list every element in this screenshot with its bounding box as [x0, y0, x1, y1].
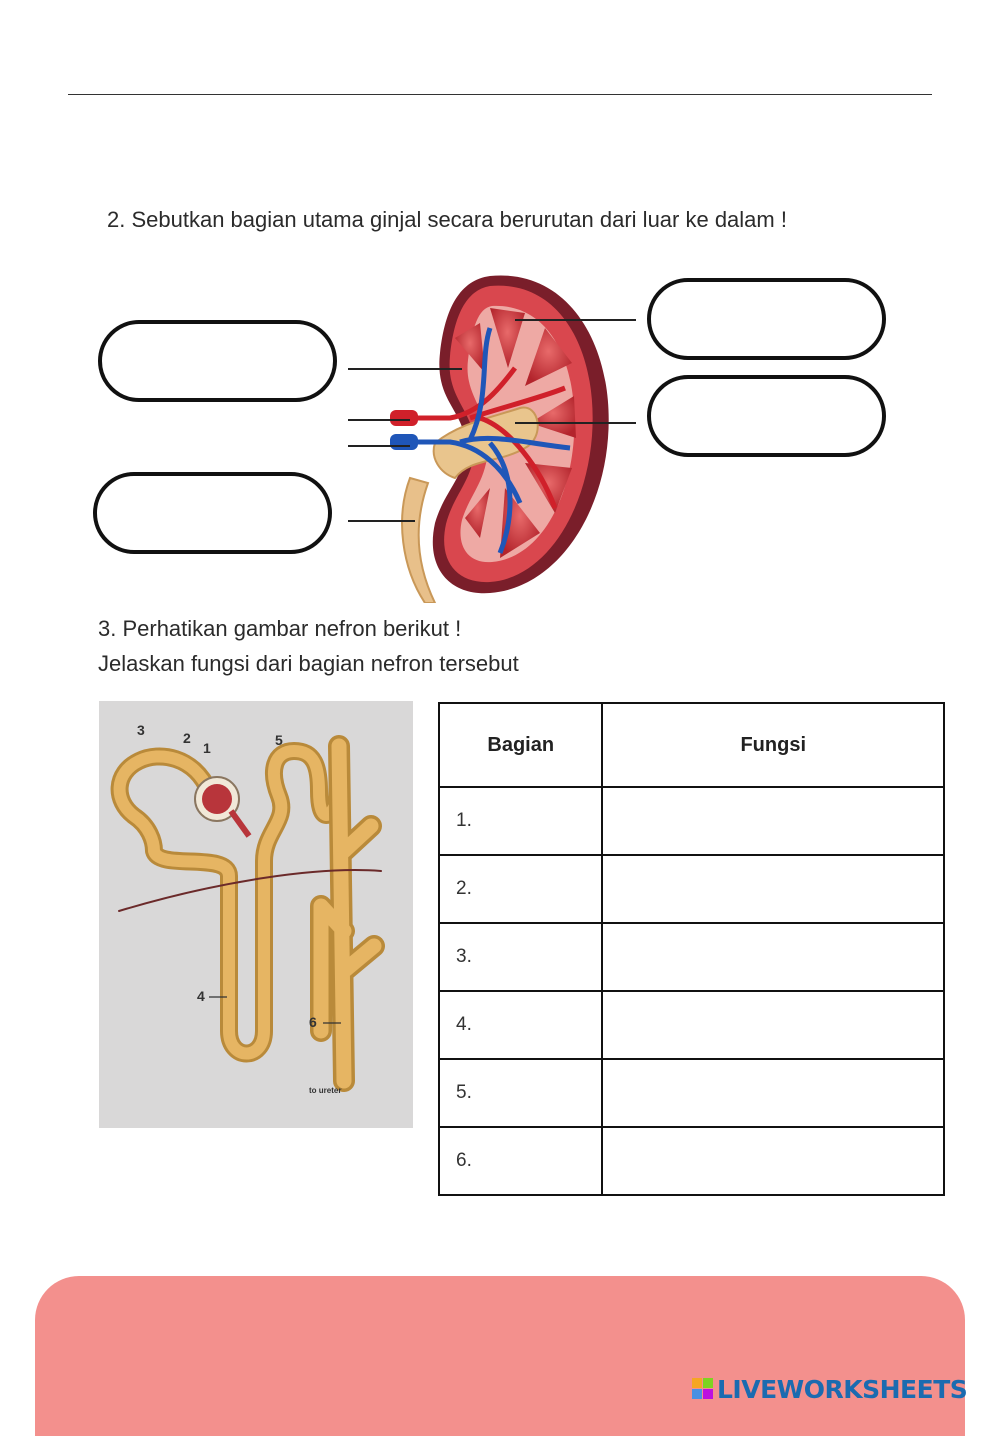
- row-number: 3.: [439, 923, 602, 991]
- function-cell[interactable]: [602, 991, 944, 1059]
- table-header-row: [439, 703, 944, 787]
- kidney-illustration: [340, 268, 640, 603]
- kidney-answer-input-right-bottom[interactable]: [651, 379, 886, 455]
- table-row: [439, 855, 944, 923]
- function-cell[interactable]: [602, 787, 944, 855]
- brand-name: LIVEWORKSHEETS: [717, 1374, 968, 1404]
- table-row: [439, 787, 944, 855]
- liveworksheets-brand: [692, 1376, 967, 1402]
- function-input-5[interactable]: [603, 1060, 943, 1126]
- function-input-6[interactable]: [603, 1128, 943, 1194]
- function-cell[interactable]: [602, 923, 944, 991]
- liveworksheets-logo-icon: [692, 1378, 714, 1400]
- nephron-label-3: 3: [137, 722, 145, 738]
- table-row: [439, 991, 944, 1059]
- nephron-label-6: 6: [309, 1014, 317, 1030]
- kidney-answer-input-left-bottom[interactable]: [97, 476, 332, 552]
- row-number: 4.: [439, 991, 602, 1059]
- function-input-1[interactable]: [603, 788, 943, 854]
- table-row: [439, 923, 944, 991]
- function-cell[interactable]: [602, 855, 944, 923]
- renal-artery: [390, 410, 418, 426]
- nephron-label-2: 2: [183, 730, 191, 746]
- kidney-answer-box-right-bottom[interactable]: [647, 375, 886, 457]
- nephron-illustration: [99, 701, 413, 1128]
- question-2-text: 2. Sebutkan bagian utama ginjal secara berurutan dari luar ke dalam !: [107, 207, 787, 232]
- table-row: [439, 1127, 944, 1195]
- function-input-2[interactable]: [603, 856, 943, 922]
- nephron-label-5: 5: [275, 732, 283, 748]
- row-number: 1.: [439, 787, 602, 855]
- question-3-line-1: 3. Perhatikan gambar nefron berikut !: [98, 616, 462, 641]
- column-header-fungsi: Fungsi: [602, 703, 944, 787]
- glomerulus: [202, 784, 232, 814]
- footer-band: [35, 1276, 968, 1436]
- nephron-function-table: [438, 702, 945, 1196]
- table-row: [439, 1059, 944, 1127]
- kidney-answer-input-right-top[interactable]: [651, 282, 886, 358]
- kidney-answer-input-left-top[interactable]: [102, 324, 337, 400]
- row-number: 5.: [439, 1059, 602, 1127]
- function-cell[interactable]: [602, 1127, 944, 1195]
- question-3-line-2: Jelaskan fungsi dari bagian nefron tersebut: [98, 651, 519, 676]
- kidney-answer-box-left-top[interactable]: [98, 320, 337, 402]
- to-ureter-label: to ureter: [309, 1086, 342, 1095]
- function-input-3[interactable]: [603, 924, 943, 990]
- ureter: [402, 478, 435, 603]
- row-number: 6.: [439, 1127, 602, 1195]
- function-cell[interactable]: [602, 1059, 944, 1127]
- question-3-text: [98, 611, 519, 681]
- column-header-bagian: Bagian: [439, 703, 602, 787]
- function-input-4[interactable]: [603, 992, 943, 1058]
- renal-vein: [390, 434, 418, 450]
- nephron-label-1: 1: [203, 740, 211, 756]
- row-number: 2.: [439, 855, 602, 923]
- kidney-answer-box-left-bottom[interactable]: [93, 472, 332, 554]
- kidney-answer-box-right-top[interactable]: [647, 278, 886, 360]
- top-divider: [68, 94, 932, 95]
- nephron-label-4: 4: [197, 988, 205, 1004]
